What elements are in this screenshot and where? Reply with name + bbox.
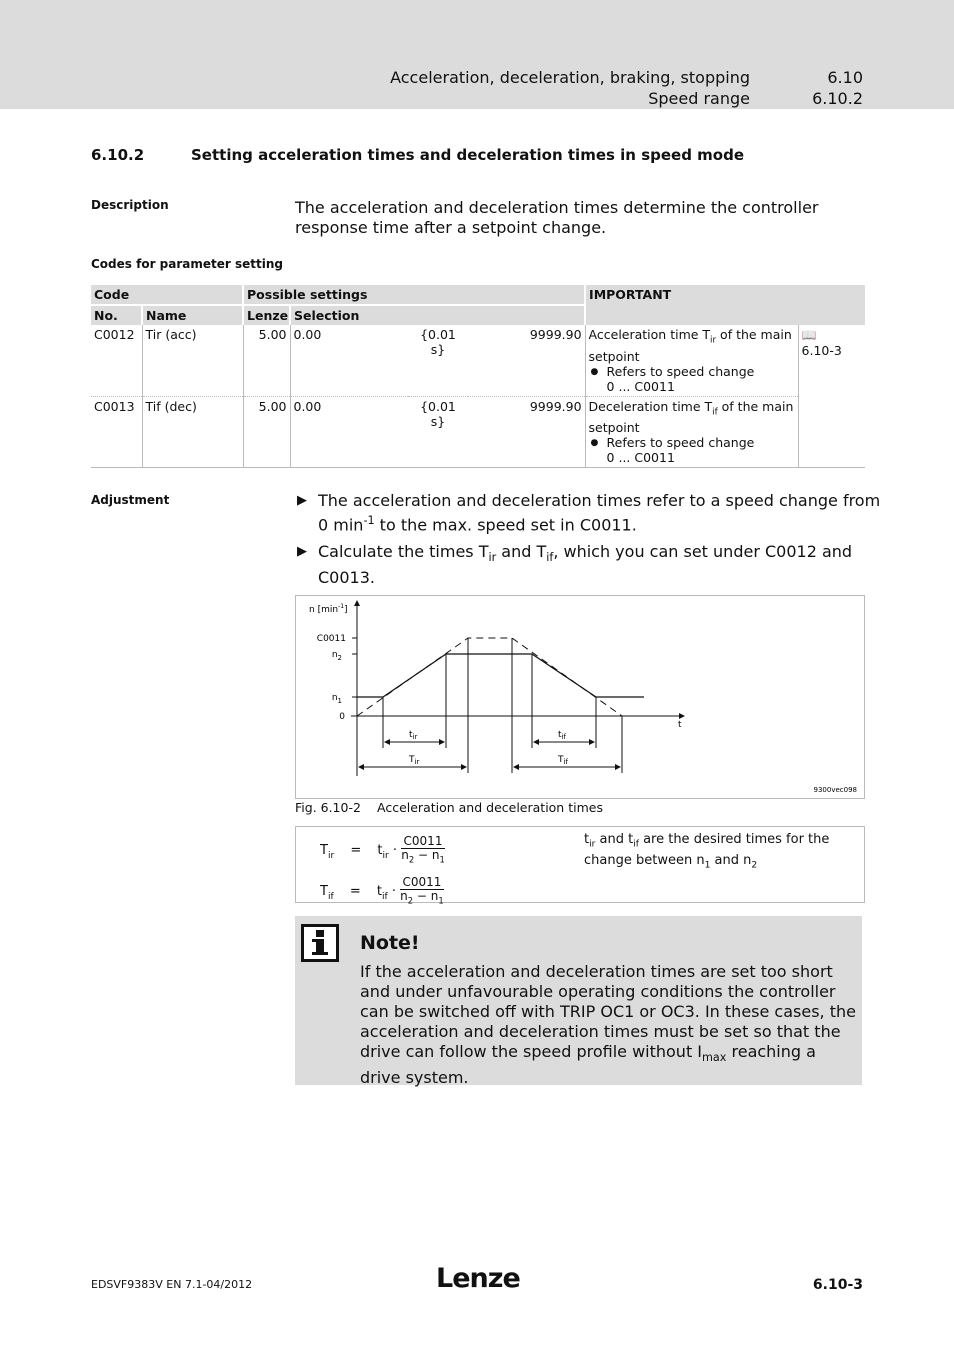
y-axis-label: n $[\min^{-1}]$ [309,603,348,615]
list-item: ▶ The acceleration and deceleration times refer to a speed change from 0 $\min^{-1}$ to the max. speed set in C0011. [297,491,881,535]
row-name: Tif (dec) [142,396,243,468]
zero-label: 0 [339,712,345,722]
row-max: 9999.90 [468,396,585,468]
caption-number: Fig. 6.10-2 [295,800,361,815]
Tir-label: $T_{ir}$ [409,755,420,766]
description-text: The acceleration and deceleration times determine the controller response time after a setpoint change. [295,198,819,237]
document-id: EDSVF9383V EN 7.1-04/2012 [91,1278,253,1291]
formula-tif: $T_{if} = t_{if}$ · $\frac{C0011}{n_2 - n_1}$ [320,875,444,906]
formula-box [295,826,865,906]
table-row [91,396,865,468]
figure-caption [295,800,603,815]
reference-link[interactable]: 6.10-3 [801,343,842,358]
n2-label: $n_2$ [331,650,342,662]
header-code: Code [91,285,243,305]
row-important: Acceleration time $T_{ir}$ of the main setpoint ● Refers to speed change 0 ... C0011 [585,325,798,396]
chapter-number: 6.10 [827,68,863,87]
note-text: If the acceleration and deceleration times are set too short and under unfavourable operating conditions the controller can be switched off with TRIP OC1 or OC3. In these cases, the acceleration and deceleration times must be set so that the drive can follow the speed profile without $I_{max}$ reaching a drive system. [360,962,856,1088]
tif-label: $t_{if}$ [558,730,566,741]
row-reference [798,325,865,468]
figure-code: 9300vec098 [813,786,857,794]
row-min: 0.00 [290,325,408,396]
row-no: C0012 [91,325,142,396]
info-icon [301,924,339,962]
parameter-table [91,285,865,468]
arrow-right-icon: ▶ [297,544,307,559]
c0011-label: C0011 [316,634,346,644]
row-no: C0013 [91,396,142,468]
list-item: ▶ Calculate the times $T_{ir}$ and $T_{if}$, which you can set under C0012 and C0013. [297,542,853,588]
description-label: Description [91,198,169,212]
section-header-number: 6.10.2 [812,89,863,108]
n1-label: $n_1$ [331,693,342,705]
row-lenze: 5.00 [243,396,290,468]
tir-label: $t_{ir}$ [409,730,418,741]
row-step: {0.01 s} [408,396,468,468]
speed-profile-figure [295,595,865,799]
header-no: No. [91,305,142,325]
header-important: IMPORTANT [585,285,865,325]
header-possible-settings: Possible settings [243,285,585,305]
codes-label: Codes for parameter setting [91,257,283,271]
table-row [91,325,865,396]
note-title: Note! [360,932,420,954]
caption-text: Acceleration and deceleration times [377,800,603,815]
section-number: 6.10.2 [91,146,145,164]
speed-profile-line [357,654,644,697]
row-min: 0.00 [290,396,408,468]
formula-note: $t_{ir}$ and $t_{if}$ are the desired times for the change between $n_1$ and $n_2$ [584,832,830,871]
header-selection: Selection [290,305,585,325]
book-icon: 📖 [801,328,817,342]
note-box [295,916,862,1088]
row-lenze: 5.00 [243,325,290,396]
t-axis-label: t [678,720,682,730]
header-lenze: Lenze [243,305,290,325]
adjustment-label: Adjustment [91,493,170,507]
formula-tir: $T_{ir} = t_{ir}$ · $\frac{C0011}{n_2 - n_1}$ [320,834,445,865]
speed-profile-diagram [296,596,864,798]
Tif-label: $T_{if}$ [558,755,568,766]
section-title: Setting acceleration times and deceleration times in speed mode [191,146,745,164]
max-ramp-line [357,638,622,716]
header-name: Name [142,305,243,325]
page-number: 6.10-3 [812,1277,863,1293]
arrow-right-icon: ▶ [297,493,307,508]
row-important: Deceleration time $T_{if}$ of the main setpoint ● Refers to speed change 0 ... C0011 [585,396,798,468]
chapter-title: Acceleration, deceleration, braking, stopping [390,68,750,87]
section-header-title: Speed range [648,89,750,108]
row-name: Tir (acc) [142,325,243,396]
lenze-logo: Lenze [436,1263,520,1294]
row-max: 9999.90 [468,325,585,396]
row-step: {0.01 s} [408,325,468,396]
